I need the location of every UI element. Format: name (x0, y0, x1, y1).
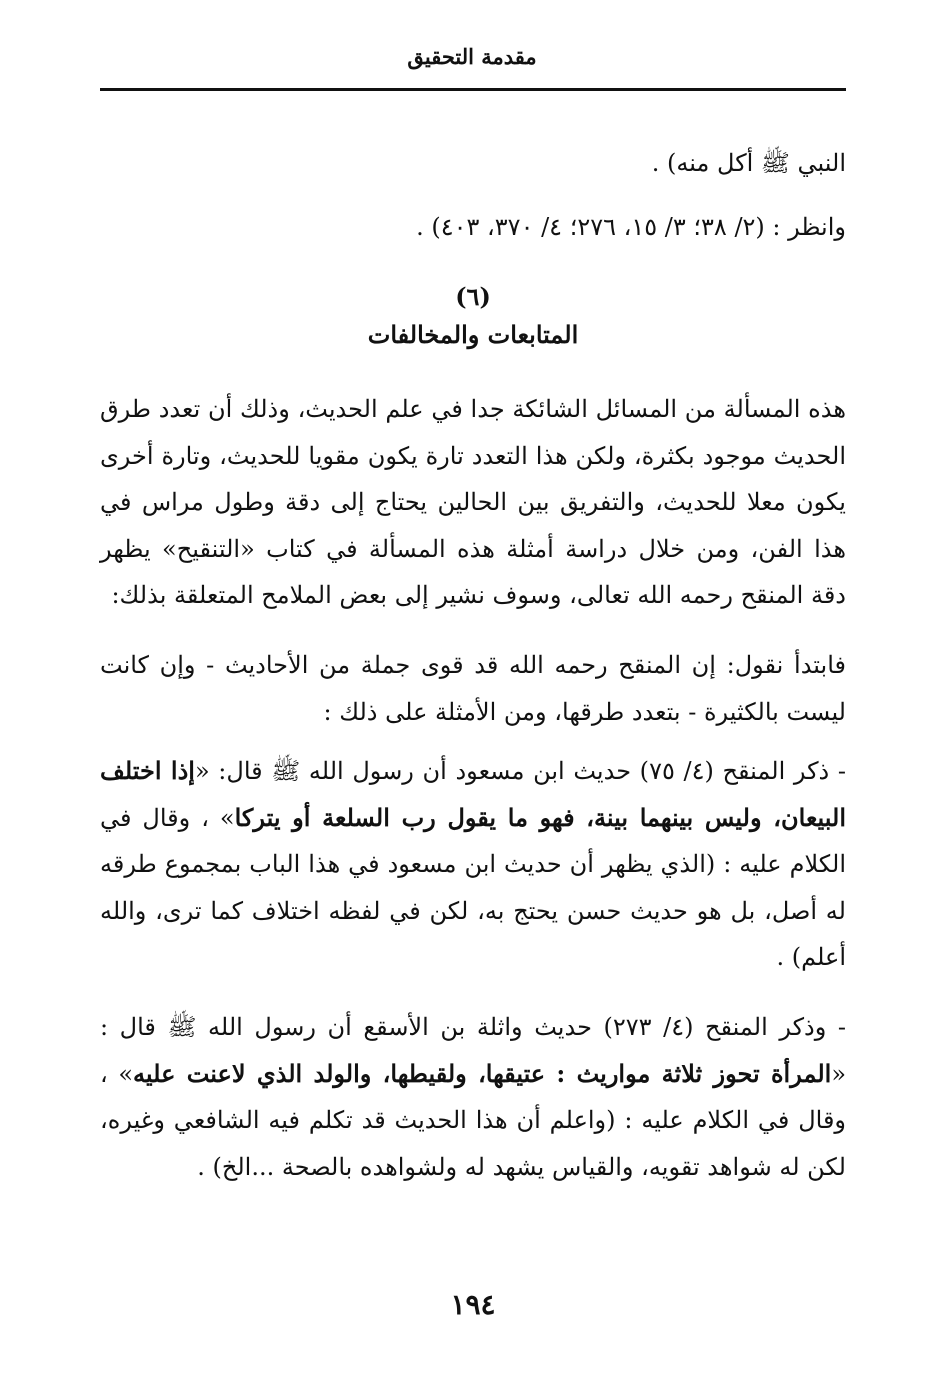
paragraph-4-intro: - وذكر المنقح (٤/ ٢٧٣) حديث واثلة بن الأسقع أن رسول الله ﷺ قال : « (100, 1013, 847, 1088)
hadith-quote-2: المرأة تحوز ثلاثة مواريث : عتيقها، ولقيطها، والولد الذي لاعنت عليه (133, 1058, 832, 1088)
paragraph-4 (100, 1004, 846, 1190)
intro-line-2-references: وانظر : (٢/ ٣٨؛ ٣/ ١٥، ٢٧٦؛ ٤/ ٣٧٠، ٤٠٣) . (416, 213, 846, 241)
header-divider (100, 88, 846, 91)
hadith-quote-1: إذا اختلف البيعان، وليس بينهما بينة، فهو ما يقول رب السلعة أو يتركا (100, 756, 846, 832)
paragraph-1: هذه المسألة من المسائل الشائكة جدا في علم الحديث، وذلك أن تعدد طرق الحديث موجود بكثرة، ولكن هذا التعدد تارة يكون مقويا للحديث، وتارة أخرى يكون معلا للحديث، والتفريق بين الحالين يحتاج إلى دقة وطول مراس في هذا الفن، ومن خلال دراسة أمثلة هذه المسألة في كتاب «التنقيح» يظهر دقة المنقح رحمه الله تعالى، وسوف نشير إلى بعض الملامح المتعلقة بذلك: (100, 395, 846, 609)
paragraph-3-intro: - ذكر المنقح (٤/ ٧٥) حديث ابن مسعود أن رسول الله ﷺ قال: « (194, 757, 847, 785)
page-number: ١٩٤ (450, 1288, 496, 1321)
paragraph-2: فابتدأ نقول: إن المنقح رحمه الله قد قوى جملة من الأحاديث - وإن كانت ليست بالكثيرة - بتعدد طرقها، ومن الأمثلة على ذلك : (100, 651, 846, 726)
running-title: مقدمة التحقيق (407, 44, 537, 69)
paragraph-3 (100, 748, 846, 981)
paragraph-3-rest: » ، وقال في الكلام عليه : (الذي يظهر أن حديث ابن مسعود في هذا الباب بمجموع طرقه له أصل، بل هو حديث حسن يحتج به، لكن في لفظه اختلاف كما ترى، والله أعلم) . (100, 803, 846, 971)
paragraph-4-rest: » ، وقال في الكلام عليه : (واعلم أن هذا الحديث قد تكلم فيه الشافعي وغيره، لكن له شواهد تقويه، والقياس يشهد له ولشواهده بالصحة ...الخ) . (100, 1059, 846, 1181)
section-title: المتابعات والمخالفات (367, 320, 579, 349)
intro-line-1: النبي ﷺ أكل منه) . (651, 149, 846, 177)
section-number: (٦) (455, 282, 491, 311)
